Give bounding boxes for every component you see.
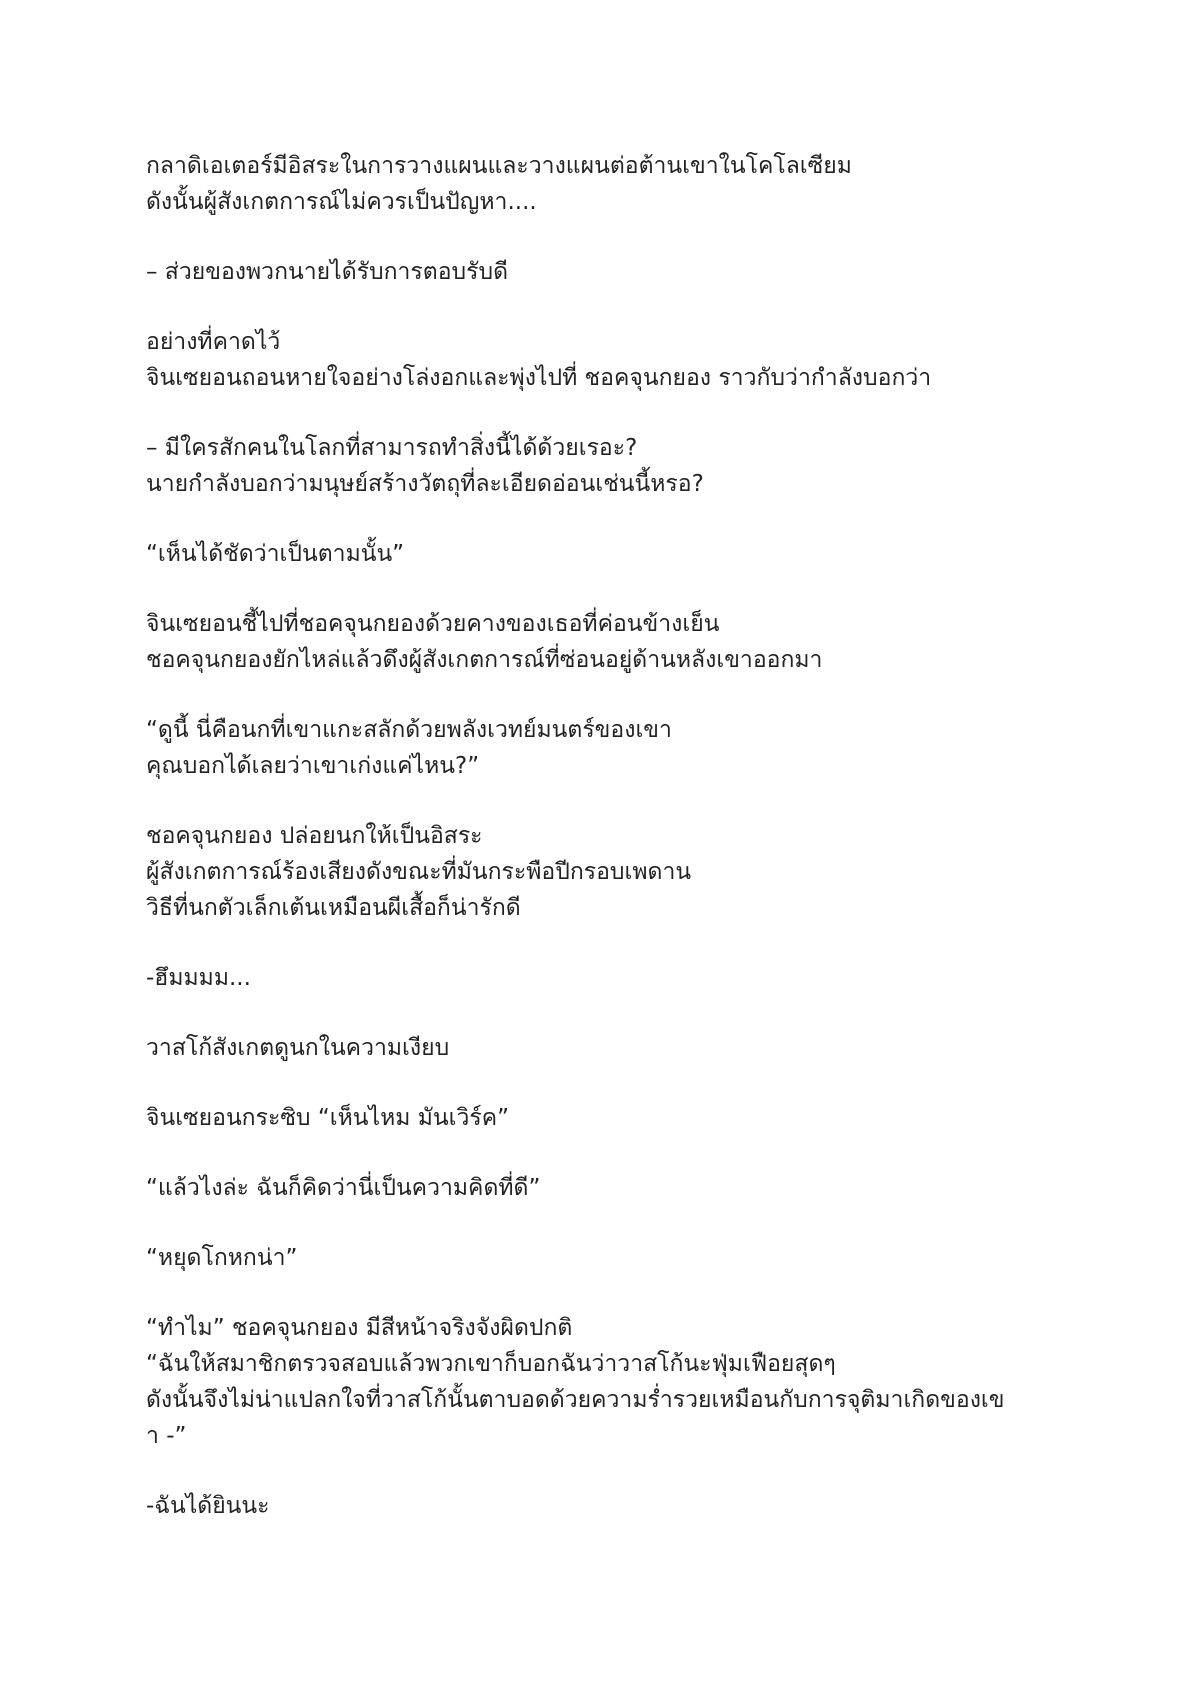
text-line: “แล้วไงล่ะ ฉันก็คิดว่านี่เป็นความคิดที่ดี” xyxy=(146,1175,541,1201)
paragraph xyxy=(146,960,1046,996)
text-line: “เห็นได้ชัดว่าเป็นตามนั้น” xyxy=(146,541,405,567)
paragraph xyxy=(146,1100,1046,1136)
text-line: “ดูนี้ นี่คือนกที่เขาแกะสลักด้วยพลังเวทย์มนตร์ของเขา xyxy=(146,717,672,743)
paragraph xyxy=(146,818,1046,926)
text-line: นายกำลังบอกว่ามนุษย์สร้างวัตถุที่ละเอียดอ่อนเช่นนี้หรอ? xyxy=(146,471,704,497)
paragraph xyxy=(146,1488,1046,1524)
text-line: จินเซยอนถอนหายใจอย่างโล่งอกและพุ่งไปที่ ชอคจุนกยอง ราวกับว่ากำลังบอกว่า xyxy=(146,365,932,391)
text-line: ดังนั้นผู้สังเกตการณ์ไม่ควรเป็นปัญหา.... xyxy=(146,189,537,215)
text-line: -ฮึมมมม... xyxy=(146,965,251,991)
text-line: ผู้สังเกตการณ์ร้องเสียงดังขณะที่มันกระพือปีกรอบเพดาน xyxy=(146,859,692,885)
text-line: ชอคจุนกยอง ปล่อยนกให้เป็นอิสระ xyxy=(146,823,483,849)
text-line: ชอคจุนกยองยักไหล่แล้วดึงผู้สังเกตการณ์ที่ซ่อนอยู่ด้านหลังเขาออกมา xyxy=(146,647,823,673)
text-line: วาสโก้สังเกตดูนกในความเงียบ xyxy=(146,1035,450,1061)
text-line: “ฉันให้สมาชิกตรวจสอบแล้วพวกเขาก็บอกฉันว่าวาสโก้นะฟุ่มเฟือยสุดๆ xyxy=(146,1351,836,1377)
paragraph xyxy=(146,1170,1046,1206)
paragraph xyxy=(146,536,1046,572)
paragraph xyxy=(146,324,1046,396)
text-line: ดังนั้นจึงไม่น่าแปลกใจที่วาสโก้นั้นตาบอดด้วยความร่ำรวยเหมือนกับการจุติมาเกิดของเข xyxy=(146,1387,1005,1413)
text-line: จินเซยอนกระซิบ “เห็นไหม มันเวิร์ค” xyxy=(146,1105,510,1131)
text-line: จินเซยอนชี้ไปที่ชอคจุนกยองด้วยคางของเธอที่ค่อนข้างเย็น xyxy=(146,611,720,637)
text-line: – มีใครสักคนในโลกที่สามารถทำสิ่งนี้ได้ด้วยเรอะ? xyxy=(146,435,638,461)
text-line: – ส่วยของพวกนายได้รับการตอบรับดี xyxy=(146,259,509,285)
text-line: -ฉันได้ยินนะ xyxy=(146,1493,270,1519)
text-line: กลาดิเอเตอร์มีอิสระในการวางแผนและวางแผนต่อต้านเขาในโคโลเซียม xyxy=(146,153,852,179)
paragraph xyxy=(146,712,1046,784)
text-line: วิธีที่นกตัวเล็กเต้นเหมือนผีเสื้อก็น่ารักดี xyxy=(146,895,521,921)
document-body xyxy=(146,148,1046,1558)
text-line: คุณบอกได้เลยว่าเขาเก่งแค่ไหน?” xyxy=(146,753,480,779)
paragraph xyxy=(146,606,1046,678)
text-line: า -” xyxy=(146,1423,187,1449)
paragraph xyxy=(146,1030,1046,1066)
text-line: อย่างที่คาดไว้ xyxy=(146,329,281,355)
paragraph xyxy=(146,1310,1046,1454)
text-line: “ทำไม” ชอคจุนกยอง มีสีหน้าจริงจังผิดปกติ xyxy=(146,1315,573,1341)
paragraph xyxy=(146,1240,1046,1276)
paragraph xyxy=(146,254,1046,290)
paragraph xyxy=(146,148,1046,220)
paragraph xyxy=(146,430,1046,502)
text-line: “หยุดโกหกน่า” xyxy=(146,1245,298,1271)
